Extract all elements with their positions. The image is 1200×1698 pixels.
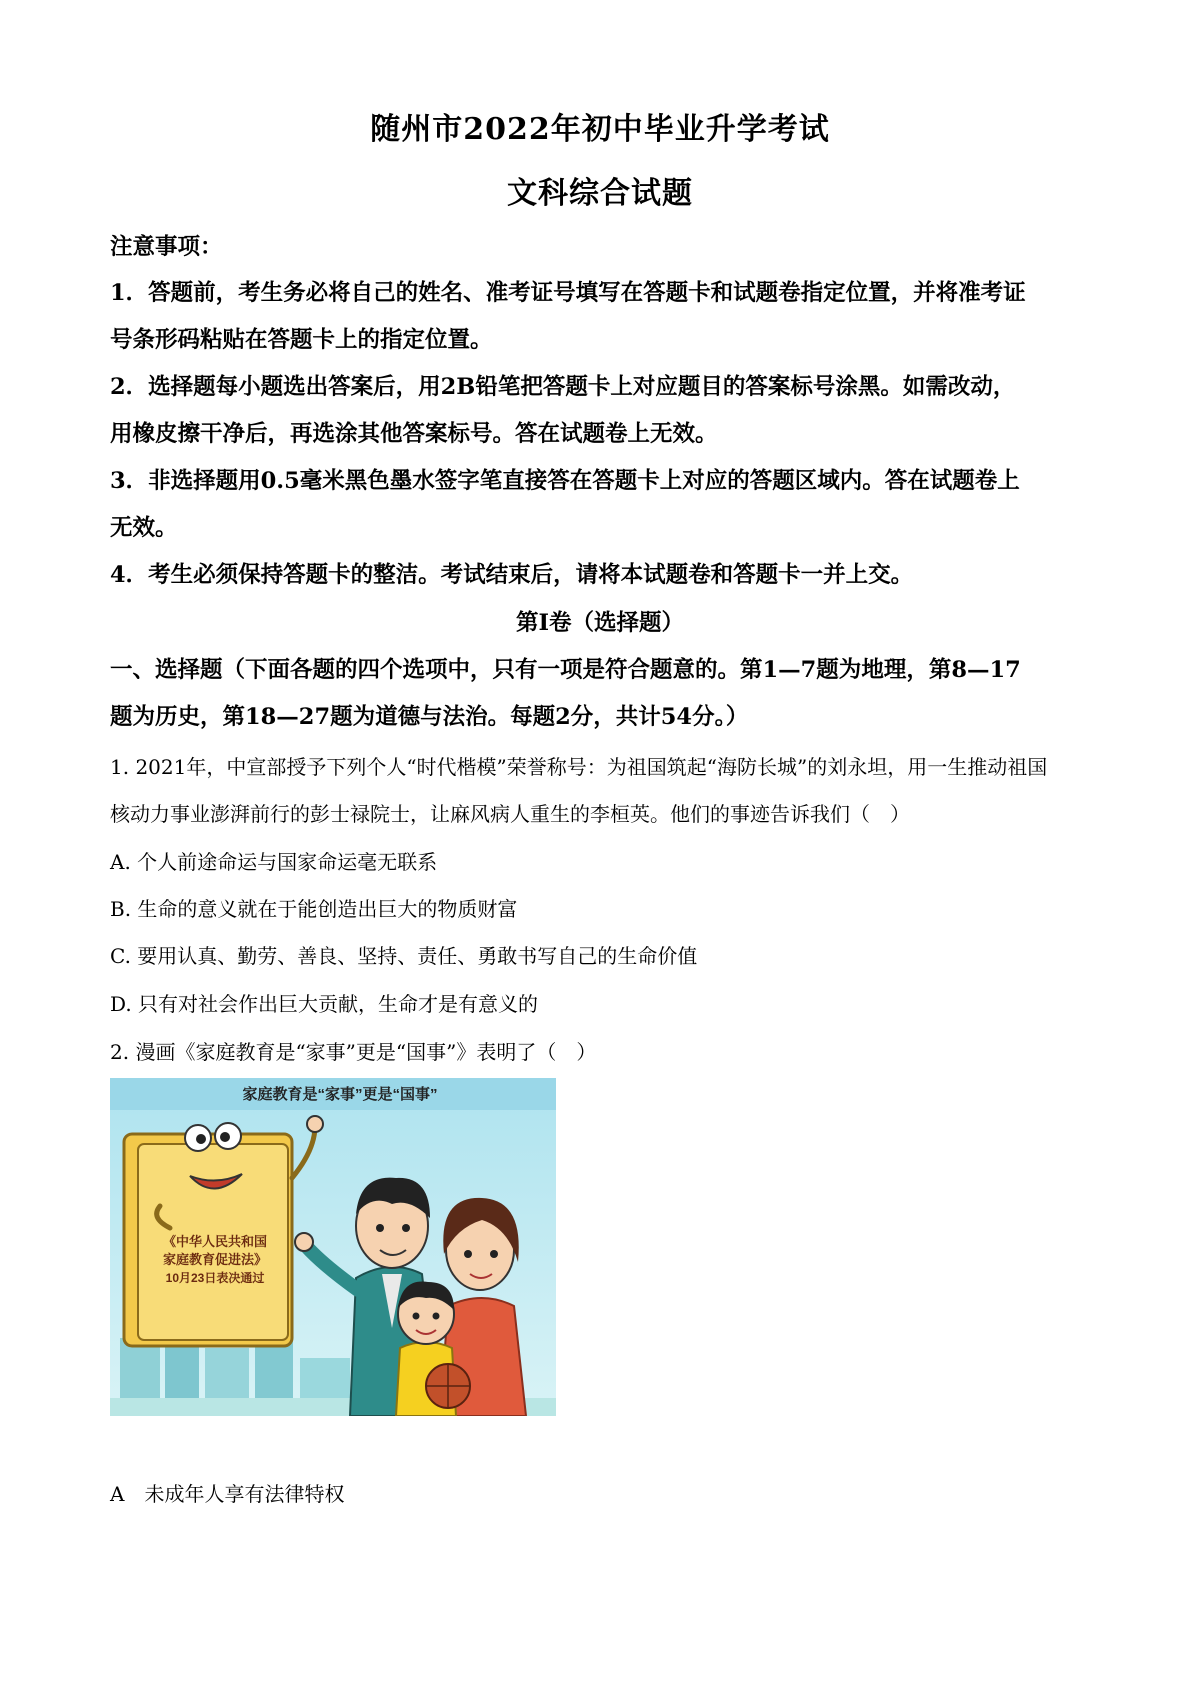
q1-option-c: C. 要用认真、勤劳、善良、坚持、责任、勇敢书写自己的生命价值 <box>110 944 698 968</box>
page-subtitle: 文科综合试题 <box>507 176 693 211</box>
section-instructions-b: 题为历史，第18—27题为道德与法治。每题2分，共计54分。） <box>110 704 749 730</box>
book-title-line-2: 家庭教育促进法》 <box>162 1252 268 1267</box>
notice-item-2a: 2．选择题每小题选出答案后，用2B铅笔把答题卡上对应题目的答案标号涂黑。如需改动， <box>110 374 1016 400</box>
comic-image <box>110 1078 556 1416</box>
q2-option-a: A 未成年人享有法律特权 <box>110 1482 345 1506</box>
notice-heading: 注意事项： <box>110 234 223 260</box>
notice-item-4: 4．考生必须保持答题卡的整洁。考试结束后，请将本试题卷和答题卡一并上交。 <box>110 562 914 588</box>
notice-item-1a: 1．答题前，考生务必将自己的姓名、准考证号填写在答题卡和试题卷指定位置，并将准考证 <box>110 280 1026 306</box>
notice-item-3b: 无效。 <box>110 515 178 541</box>
comic-caption: 家庭教育是“家事”更是“国事” <box>242 1086 438 1103</box>
q1-stem-a: 1. 2021年，中宣部授予下列个人“时代楷模”荣誉称号：为祖国筑起“海防长城”的刘永坦，用一生推动祖国 <box>110 755 1048 779</box>
q1-option-d: D. 只有对社会作出巨大贡献，生命才是有意义的 <box>110 992 539 1016</box>
section-instructions-a: 一、选择题（下面各题的四个选项中，只有一项是符合题意的。第1—7题为地理，第8—17 <box>110 657 1021 683</box>
q1-stem-b: 核动力事业澎湃前行的彭士禄院士，让麻风病人重生的李桓英。他们的事迹告诉我们（ ） <box>110 802 910 826</box>
book-title-line-3: 10月23日表决通过 <box>165 1271 265 1285</box>
q1-option-a: A. 个人前途命运与国家命运毫无联系 <box>110 850 438 874</box>
volume-heading: 第I卷（选择题） <box>515 610 685 636</box>
page-title: 随州市2022年初中毕业升学考试 <box>370 112 830 147</box>
q2-stem: 2. 漫画《家庭教育是“家事”更是“国事”》表明了（ ） <box>110 1040 597 1064</box>
q1-option-b: B. 生命的意义就在于能创造出巨大的物质财富 <box>110 897 518 921</box>
notice-item-2b: 用橡皮擦干净后，再选涂其他答案标号。答在试题卷上无效。 <box>110 421 718 447</box>
notice-item-3a: 3．非选择题用0.5毫米黑色墨水签字笔直接答在答题卡上对应的答题区域内。答在试题卷上 <box>110 468 1020 494</box>
notice-item-1b: 号条形码粘贴在答题卡上的指定位置。 <box>110 327 493 353</box>
book-title-line-1: 《中华人民共和国 <box>162 1234 268 1249</box>
